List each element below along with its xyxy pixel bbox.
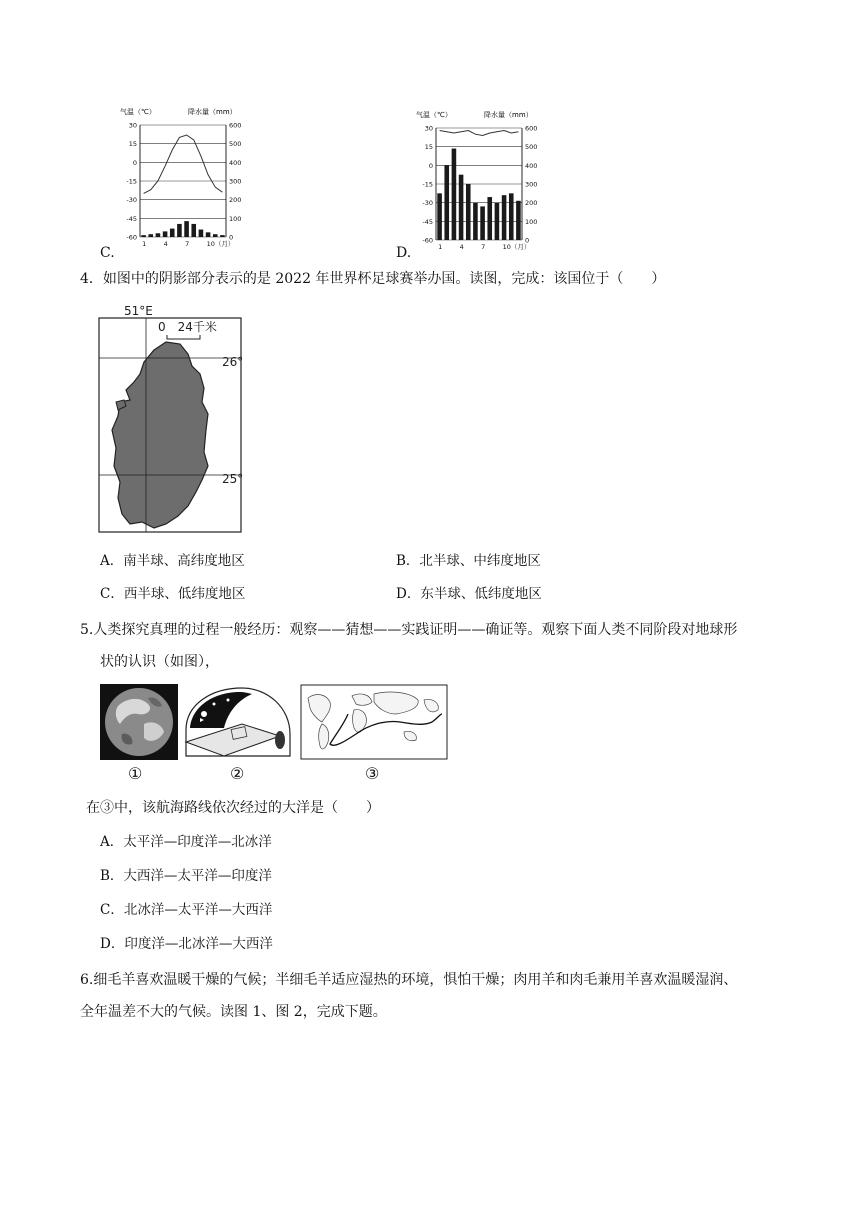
q5-option-c[interactable]: C．北冰洋—太平洋—大西洋 [100,902,273,918]
temp-tick-label: 15 [424,143,433,152]
precip-tick-label: 400 [229,158,242,167]
temperature-line [440,131,519,136]
left-axis-label: 气温（℃） [416,111,452,119]
precip-bar [141,235,146,237]
precip-bar [516,201,521,240]
precip-bar [177,224,182,237]
precip-tick-label: 500 [229,140,242,149]
precip-bar [452,149,457,240]
q4-option-c[interactable]: C．西半球、低纬度地区 [100,586,246,602]
right-axis-label: 降水量（mm） [484,111,533,119]
q5-question: 在③中，该航海路线依次经过的大洋是（ ） [86,800,380,816]
temp-tick-label: -60 [422,236,433,245]
precip-bar [480,206,485,240]
figure-label-3: ③ [365,764,380,783]
precip-bar [170,229,175,237]
left-axis-label: 气温（℃） [120,108,156,116]
month-tick-label: 4 [459,243,464,251]
q5-stem-line1: 5.人类探究真理的过程一般经历：观察——猜想——实践证明——确证等。观察下面人类不同阶段对地球形 [80,622,738,638]
month-tick-label: 10（月） [206,240,235,248]
figure-label-2: ② [230,764,245,783]
month-tick-label: 4 [163,240,168,248]
qatar-shape [112,342,208,528]
q6-stem-line1: 6.细毛羊喜欢温暖干燥的气候；半细毛羊适应湿热的环境，惧怕干燥；肉用羊和肉毛兼用羊喜欢温暖湿润、 [80,972,738,988]
precip-bar [437,193,442,240]
precip-bar [156,233,161,237]
lat-26-label: 26° [222,355,244,369]
precip-bar [487,197,492,240]
option-c-label: C. [100,245,115,261]
precip-bar [444,165,449,240]
lon-label: 51°E [124,304,153,318]
precip-tick-label: 600 [525,124,538,133]
month-tick-label: 1 [142,240,147,248]
scale-bar [167,335,200,339]
q4-option-d[interactable]: D．东半球、低纬度地区 [396,586,542,602]
option-d-label: D. [396,245,412,261]
precip-tick-label: 200 [229,196,242,205]
precip-bar [473,203,478,240]
month-tick-label: 7 [185,240,190,248]
q4-option-b[interactable]: B．北半球、中纬度地区 [396,553,541,569]
precip-tick-label: 500 [525,143,538,152]
q5-option-d[interactable]: D．印度洋—北冰洋—大西洋 [100,936,273,952]
precip-tick-label: 0 [229,233,234,242]
precip-bar [184,221,189,237]
lat-25-label: 25° [222,472,244,486]
temp-tick-label: -45 [126,214,137,223]
temp-tick-label: 15 [128,140,137,149]
temp-tick-label: 0 [428,161,433,170]
precip-tick-label: 400 [525,161,538,170]
qatar-map [96,302,256,538]
precip-bar [502,195,507,240]
precip-bar [466,184,471,240]
precip-bar [163,231,168,237]
q5-option-a[interactable]: A．太平洋—印度洋—北冰洋 [100,834,272,850]
precip-tick-label: 300 [229,177,242,186]
temp-tick-label: -15 [126,177,137,186]
precip-bar [459,175,464,240]
precip-tick-label: 300 [525,180,538,189]
precip-bar [509,193,514,240]
precip-tick-label: 0 [525,236,530,245]
q4-option-a[interactable]: A．南半球、高纬度地区 [100,553,245,569]
voyage-route-map-figure [300,684,448,760]
precip-bar [206,232,211,237]
temp-tick-label: -30 [126,196,137,205]
temp-tick-label: 30 [424,124,433,133]
temp-tick-label: -60 [126,233,137,242]
precip-tick-label: 600 [229,121,242,130]
precip-bar [191,224,196,237]
precip-bar [148,234,153,237]
scale-label: 0 24千米 [158,320,217,334]
precip-tick-label: 100 [229,214,242,223]
precip-tick-label: 200 [525,199,538,208]
precip-bar [220,235,225,237]
temp-tick-label: -15 [422,180,433,189]
temp-tick-label: -30 [422,199,433,208]
temp-tick-label: 30 [128,121,137,130]
month-tick-label: 7 [481,243,486,251]
figure-label-1: ① [128,764,143,783]
q6-stem-line2: 全年温差不大的气候。读图 1、图 2，完成下题。 [80,1004,387,1020]
month-tick-label: 10（月） [502,243,531,251]
dome-heaven-figure [182,684,294,760]
q4-stem: 4．如图中的阴影部分表示的是 2022 年世界杯足球赛举办国。读图，完成：该国位于（ ） [80,271,666,287]
month-tick-label: 1 [438,243,443,251]
climate-chart-c [118,105,248,255]
earth-photo-figure [100,684,178,760]
temp-tick-label: 0 [132,158,137,167]
precip-bar [199,230,204,237]
precip-bar [495,203,500,240]
right-axis-label: 降水量（mm） [188,108,237,116]
precip-tick-label: 100 [525,217,538,226]
precip-bar [213,234,218,237]
climate-chart-d [414,108,542,258]
temp-tick-label: -45 [422,217,433,226]
q5-option-b[interactable]: B．大西洋—太平洋—印度洋 [100,868,272,884]
q5-stem-line2: 状的认识（如图）， [100,654,219,670]
